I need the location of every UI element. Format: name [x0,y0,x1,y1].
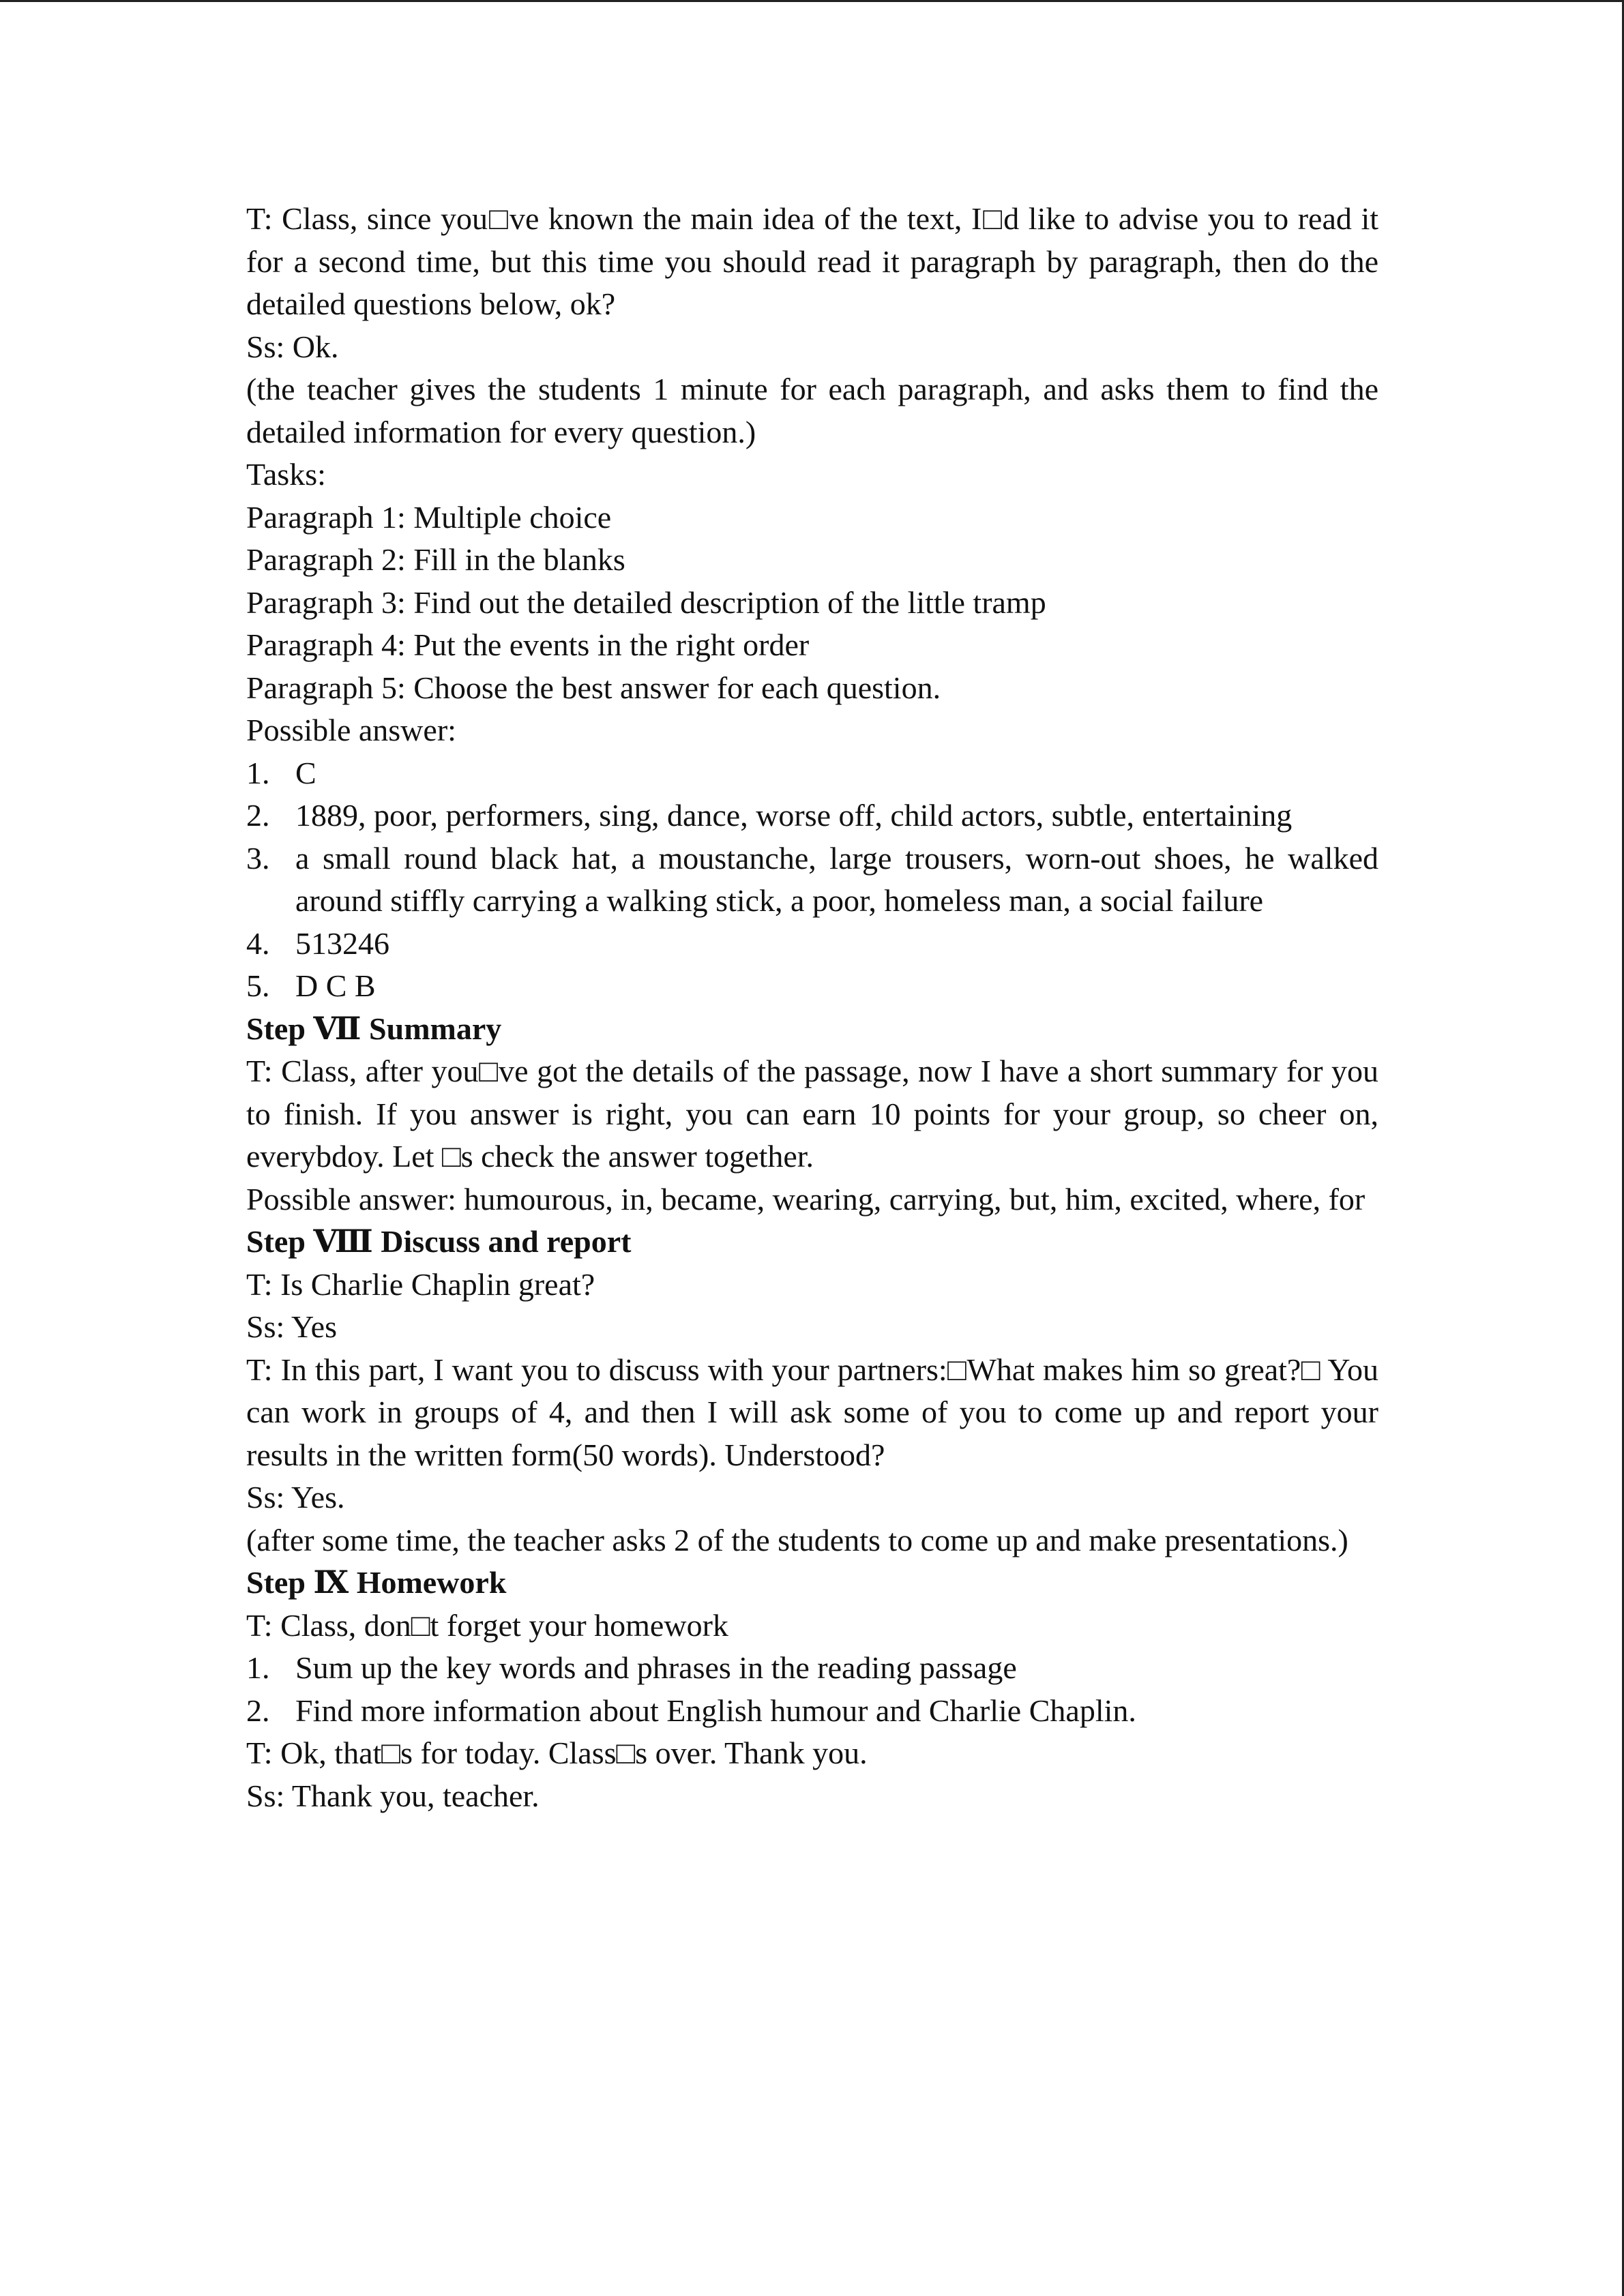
step-9-heading: Step Ⅸ Homework [246,1565,507,1600]
list-number: 2. [246,798,270,833]
list-text: Sum up the key words and phrases in the reading passage [295,1650,1017,1685]
answer-list [246,752,1378,1008]
list-item [246,794,1378,837]
page-top-border [0,0,1624,2]
list-text: 513246 [295,925,389,961]
step-9-intro: T: Class, don□t forget your homework [246,1607,728,1643]
list-number: 4. [246,925,270,961]
tasks-label: Tasks: [246,457,326,492]
task-paragraph-5: Paragraph 5: Choose the best answer for each question. [246,670,941,705]
step-8-note: (after some time, the teacher asks 2 of the students to come up and make presentations.) [246,1522,1348,1557]
list-number: 3. [246,840,270,876]
step-8-heading: Step Ⅷ Discuss and report [246,1224,632,1259]
list-text: a small round black hat, a moustanche, large trousers, worn-out shoes, he walked around stiffly carrying a walking stick, a poor, homeless man, a social failure [295,840,1378,918]
document-page [246,198,1378,1817]
homework-list [246,1647,1378,1732]
list-number: 1. [246,1650,270,1685]
step-8-instruction: T: In this part, I want you to discuss with your partners:□What makes him so great?□ You can work in groups of 4, and then I will ask some of you to come up and report your results in the written form(50 words). Understood? [246,1352,1378,1472]
list-number: 5. [246,968,270,1003]
list-item [246,965,1378,1008]
teacher-instruction-note: (the teacher gives the students 1 minute for each paragraph, and asks them to find the detailed information for every question.) [246,372,1378,449]
closing-response: Ss: Thank you, teacher. [246,1778,540,1813]
list-item [246,923,1378,966]
step-7-paragraph: T: Class, after you□ve got the details of the passage, now I have a short summary for you to finish. If you answer is right, you can earn 10 points for your group, so cheer on, everybdoy. Let □s check the answer together. [246,1054,1378,1174]
list-text: 1889, poor, performers, sing, dance, worse off, child actors, subtle, entertaining [295,798,1293,833]
step-8-response: Ss: Yes [246,1309,337,1344]
task-paragraph-3: Paragraph 3: Find out the detailed description of the little tramp [246,584,1046,620]
closing-line: T: Ok, that□s for today. Class□s over. Thank you. [246,1735,868,1770]
task-paragraph-2: Paragraph 2: Fill in the blanks [246,542,625,577]
list-text: D C B [295,968,376,1003]
list-item [246,1647,1378,1690]
step-8-question: T: Is Charlie Chaplin great? [246,1266,595,1302]
list-item [246,837,1378,923]
list-text: Find more information about English humour and Charlie Chaplin. [295,1693,1136,1728]
student-response: Ss: Ok. [246,329,339,364]
task-paragraph-4: Paragraph 4: Put the events in the right order [246,627,810,662]
list-number: 2. [246,1693,270,1728]
possible-answer-label: Possible answer: [246,713,456,747]
step-7-possible-answer: Possible answer: humourous, in, became, wearing, carrying, but, him, excited, where, for [246,1181,1365,1217]
list-text: C [295,755,316,790]
list-item [246,752,1378,795]
intro-paragraph: T: Class, since you□ve known the main idea of the text, I□d like to advise you to read it for a second time, but this time you should read it paragraph by paragraph, then do the detailed questions below, ok? [246,201,1378,321]
step-8-response-2: Ss: Yes. [246,1480,345,1515]
task-paragraph-1: Paragraph 1: Multiple choice [246,499,612,535]
list-number: 1. [246,755,270,790]
list-item [246,1690,1378,1733]
step-7-heading: Step Ⅶ Summary [246,1011,502,1046]
